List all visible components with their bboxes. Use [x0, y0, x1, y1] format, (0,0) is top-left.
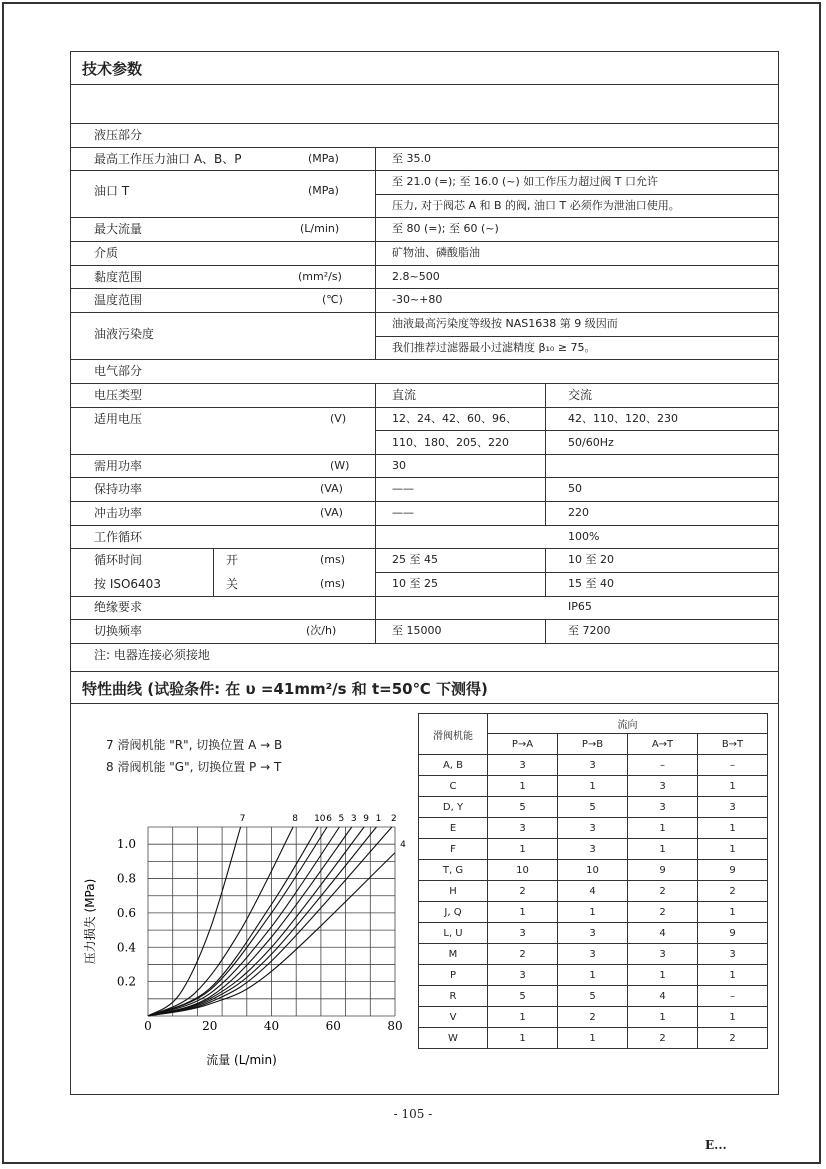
y-tick-label: 0.6 [116, 905, 136, 920]
flow-value-cell: – [698, 755, 768, 776]
table-row [419, 776, 768, 797]
hyd-unit: (MPa) [308, 184, 339, 197]
elec-label: 电压类型 [94, 388, 143, 402]
spool-type-cell: F [419, 839, 488, 860]
elec-ac: 至 7200 [568, 624, 611, 637]
elec-ac: 220 [568, 506, 589, 519]
elec-value: 100% [568, 530, 600, 543]
flow-value-cell: 3 [698, 797, 768, 818]
series-label: 3 [350, 814, 357, 824]
flow-value-cell: 2 [558, 1007, 628, 1028]
elec-dc: 12、24、42、60、96、 [392, 412, 517, 425]
flow-value-cell: 2 [628, 902, 698, 923]
elec-ac: 交流 [568, 388, 593, 402]
elec-label: 绝缘要求 [94, 600, 143, 614]
brand-logo: E... [705, 1138, 727, 1152]
curves-title: 特性曲线 (试验条件: 在 υ =41mm²/s 和 t=50℃ 下测得) [82, 680, 488, 698]
elec-ac: 15 至 40 [568, 577, 614, 590]
series-line [148, 827, 376, 1016]
x-tick-label: 80 [387, 1019, 403, 1033]
flow-header: 流向 [488, 714, 768, 734]
y-tick-label: 0.8 [116, 871, 136, 886]
elec-unit: (VA) [320, 506, 343, 519]
flow-value-cell: 5 [488, 797, 558, 818]
series-label: 5 [338, 814, 345, 824]
flow-col-header: P→B [558, 734, 628, 755]
spool-col-header: 滑阀机能 [419, 714, 488, 755]
flow-value-cell: 10 [488, 860, 558, 881]
elec-ac: 50 [568, 482, 582, 495]
table-row [419, 902, 768, 923]
elec-ac: 10 至 20 [568, 553, 614, 566]
y-axis-label: 压力损失 (MPa) [83, 878, 97, 965]
spool-type-cell: E [419, 818, 488, 839]
legend-item: 7 滑阀机能 "R", 切换位置 A → B [106, 738, 283, 752]
spool-type-cell: L, U [419, 923, 488, 944]
hyd-unit: (MPa) [308, 152, 339, 165]
pressure-loss-chart [70, 800, 420, 1090]
hyd-value: -30~+80 [392, 293, 443, 306]
flow-value-cell: 1 [488, 1028, 558, 1049]
hyd-label: 最大流量 [94, 222, 143, 236]
spool-type-cell: T, G [419, 860, 488, 881]
flow-value-cell: 1 [698, 965, 768, 986]
hydraulic-header: 液压部分 [94, 128, 143, 142]
elec-dc: 10 至 25 [392, 577, 438, 590]
flow-value-cell: 2 [488, 881, 558, 902]
table-row [419, 986, 768, 1007]
elec-unit: (ms) [320, 553, 346, 566]
table-row [419, 839, 768, 860]
flow-value-cell: 9 [628, 860, 698, 881]
hyd-value: 至 21.0 (=); 至 16.0 (~) 如工作压力超过阀 T 口允许 [392, 175, 658, 188]
flow-value-cell: 3 [488, 755, 558, 776]
flow-value-cell: 1 [558, 1028, 628, 1049]
elec-dc: 25 至 45 [392, 553, 438, 566]
flow-value-cell: 1 [558, 902, 628, 923]
table-row [419, 881, 768, 902]
flow-value-cell: 1 [698, 818, 768, 839]
elec-label: 冲击功率 [94, 506, 143, 520]
flow-value-cell: 3 [558, 839, 628, 860]
table-row [419, 797, 768, 818]
hyd-label: 油口 T [94, 184, 130, 198]
electrical-header: 电气部分 [94, 364, 143, 378]
table-row [419, 755, 768, 776]
table-row [419, 923, 768, 944]
hyd-value-2: 我们推荐过滤器最小过滤精度 β₁₀ ≥ 75。 [392, 341, 596, 354]
hyd-label: 最高工作压力油口 A、B、P [94, 152, 242, 166]
x-tick-label: 0 [144, 1019, 152, 1033]
elec-dc: —— [392, 506, 414, 519]
hyd-value: 矿物油、磷酸脂油 [392, 246, 480, 259]
flow-value-cell: – [628, 755, 698, 776]
elec-unit: (次/h) [306, 624, 337, 637]
hyd-value-2: 压力, 对于阀芯 A 和 B 的阀, 油口 T 必须作为泄油口使用。 [392, 199, 680, 212]
hyd-value: 油液最高污染度等级按 NAS1638 第 9 级因而 [392, 317, 618, 330]
flow-value-cell: 1 [488, 839, 558, 860]
series-label: 1 [375, 814, 382, 824]
elec-unit: (V) [330, 412, 347, 425]
note: 注: 电器连接必须接地 [94, 648, 210, 662]
hyd-label: 温度范围 [94, 293, 143, 307]
elec-label: 保持功率 [94, 482, 143, 496]
flow-value-cell: 1 [698, 902, 768, 923]
elec-label: 需用功率 [94, 459, 143, 473]
spool-type-cell: D, Y [419, 797, 488, 818]
hyd-label: 介质 [94, 246, 119, 260]
table-row [419, 818, 768, 839]
elec-on-label: 开 [226, 553, 239, 567]
series-label: 2 [391, 814, 397, 824]
spool-type-cell: M [419, 944, 488, 965]
flow-value-cell: 1 [698, 776, 768, 797]
flow-value-cell: 3 [558, 755, 628, 776]
elec-label: 按 ISO6403 [94, 577, 161, 591]
hyd-value: 至 80 (=); 至 60 (~) [392, 222, 499, 235]
flow-value-cell: 1 [628, 818, 698, 839]
flow-value-cell: 3 [488, 965, 558, 986]
flow-value-cell: 2 [628, 881, 698, 902]
table-row [419, 1028, 768, 1049]
spool-type-cell: W [419, 1028, 488, 1049]
series-line [148, 827, 392, 1016]
elec-unit: (VA) [320, 482, 343, 495]
flow-value-cell: 4 [628, 923, 698, 944]
hyd-value: 至 35.0 [392, 152, 431, 165]
flow-value-cell: 1 [628, 965, 698, 986]
flow-value-cell: 5 [558, 797, 628, 818]
flow-value-cell: – [698, 986, 768, 1007]
elec-label: 工作循环 [94, 530, 143, 544]
flow-value-cell: 1 [628, 1007, 698, 1028]
flow-value-cell: 5 [558, 986, 628, 1007]
flow-value-cell: 1 [488, 776, 558, 797]
flow-value-cell: 1 [698, 1007, 768, 1028]
flow-value-cell: 4 [628, 986, 698, 1007]
elec-dc: 直流 [392, 388, 417, 402]
flow-col-header: B→T [698, 734, 768, 755]
flow-col-header: P→A [488, 734, 558, 755]
flow-value-cell: 3 [558, 818, 628, 839]
y-tick-label: 1.0 [116, 837, 136, 852]
section-title: 技术参数 [82, 60, 143, 78]
hyd-unit: (mm²/s) [298, 270, 342, 283]
elec-ac: 50/60Hz [568, 436, 614, 449]
table-row [419, 944, 768, 965]
x-axis-label: 流量 (L/min) [206, 1053, 277, 1067]
flow-value-cell: 1 [488, 902, 558, 923]
flow-value-cell: 9 [698, 923, 768, 944]
spool-type-cell: H [419, 881, 488, 902]
elec-off-label: 关 [226, 577, 239, 591]
hyd-unit: (L/min) [300, 222, 340, 235]
flow-value-cell: 3 [628, 944, 698, 965]
series-line [148, 827, 241, 1016]
spool-type-cell: C [419, 776, 488, 797]
flow-value-cell: 1 [698, 839, 768, 860]
series-label: 8 [292, 814, 298, 824]
flow-value-cell: 1 [628, 839, 698, 860]
flow-value-cell: 1 [558, 965, 628, 986]
elec-dc: 至 15000 [392, 624, 442, 637]
x-tick-label: 20 [202, 1019, 218, 1033]
spool-table [418, 713, 768, 1049]
flow-value-cell: 3 [698, 944, 768, 965]
spool-type-cell: A, B [419, 755, 488, 776]
x-tick-label: 60 [325, 1019, 341, 1033]
hyd-unit: (℃) [322, 293, 343, 306]
hyd-value: 2.8~500 [392, 270, 440, 283]
elec-label: 切换频率 [94, 624, 143, 638]
flow-value-cell: 4 [558, 881, 628, 902]
y-tick-label: 0.4 [116, 940, 136, 955]
spool-type-cell: J, Q [419, 902, 488, 923]
table-row [419, 965, 768, 986]
y-tick-label: 0.2 [116, 974, 136, 989]
spool-type-cell: P [419, 965, 488, 986]
table-row [419, 1007, 768, 1028]
hyd-label: 油液污染度 [94, 327, 155, 341]
elec-label: 适用电压 [94, 412, 143, 426]
elec-unit: (ms) [320, 577, 346, 590]
flow-value-cell: 2 [698, 1028, 768, 1049]
series-label: 4 [400, 839, 406, 850]
flow-value-cell: 3 [558, 944, 628, 965]
flow-value-cell: 5 [488, 986, 558, 1007]
flow-value-cell: 3 [488, 923, 558, 944]
page-number: - 105 - [393, 1107, 433, 1121]
series-label: 7 [239, 814, 246, 824]
flow-value-cell: 10 [558, 860, 628, 881]
flow-value-cell: 9 [698, 860, 768, 881]
legend-item: 8 滑阀机能 "G", 切换位置 P → T [106, 760, 282, 774]
elec-label: 循环时间 [94, 553, 143, 567]
elec-dc: —— [392, 482, 414, 495]
table-row [419, 860, 768, 881]
flow-value-cell: 1 [488, 1007, 558, 1028]
x-tick-label: 40 [263, 1019, 280, 1033]
flow-value-cell: 2 [698, 881, 768, 902]
flow-value-cell: 2 [488, 944, 558, 965]
flow-value-cell: 1 [558, 776, 628, 797]
elec-dc: 110、180、205、220 [392, 436, 509, 449]
spool-type-cell: V [419, 1007, 488, 1028]
flow-value-cell: 3 [488, 818, 558, 839]
spool-type-cell: R [419, 986, 488, 1007]
series-label: 6 [326, 814, 332, 824]
series-label: 10 [314, 814, 326, 824]
elec-value: IP65 [568, 600, 592, 613]
hyd-label: 黏度范围 [94, 270, 143, 284]
flow-value-cell: 2 [628, 1028, 698, 1049]
series-line [148, 827, 339, 1016]
elec-dc: 30 [392, 459, 406, 472]
flow-value-cell: 3 [628, 797, 698, 818]
flow-col-header: A→T [628, 734, 698, 755]
elec-unit: (W) [330, 459, 350, 472]
flow-value-cell: 3 [558, 923, 628, 944]
elec-ac: 42、110、120、230 [568, 412, 678, 425]
flow-value-cell: 3 [628, 776, 698, 797]
series-label: 9 [363, 814, 369, 824]
